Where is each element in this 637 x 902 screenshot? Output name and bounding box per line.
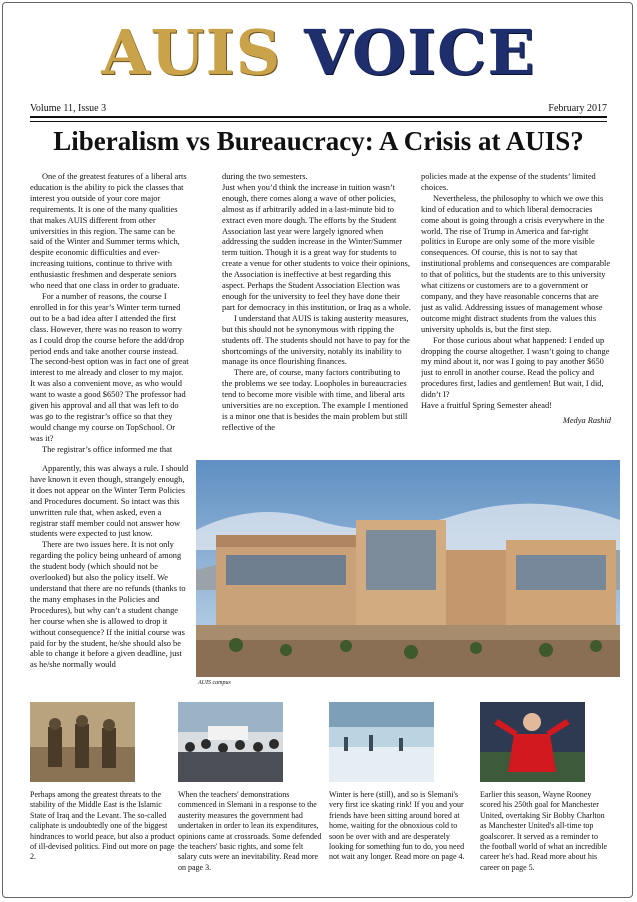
paragraph: For a number of reasons, the course I enrolled in for this year’s Winter term turned out to be a bad idea after I attended the first class. However, there was no reason to worry as I could drop the course before the add/drop period ends and take another course instead. The second-best option was in fact one of great interest to me already and closer to my major. It was also a convenient move, as who would want to waste a good $650? The professor had given his approval and all that was left to do was go to the registrar’s office so that they would change my course on TopSchool. Or was it? [30, 291, 189, 443]
teaser-text-3: Winter is here (still), and so is Slemani's very first ice skating rink! If you and your friends have been sitting around bored at home, waiting for the obnoxious cold to soon be over with and are desperately looking for something fun to do, you need not wait any longer. Read more on page 4. [329, 790, 465, 862]
article-column-2 [222, 172, 412, 455]
paragraph: Have a fruitful Spring Semester ahead! [421, 401, 552, 411]
campus-photo [196, 460, 620, 677]
paragraph: The registrar’s office informed me that [42, 444, 173, 454]
teaser-photo-4 [480, 702, 585, 782]
masthead-voice: VOICE [303, 16, 536, 89]
teaser-photo-2 [178, 702, 283, 782]
footballer-image [480, 702, 585, 782]
paragraph: Nevertheless, the philosophy to which we owe this kind of education and to which liberal democracies come about is going through a crisis everywhere in the world. The rise of Trump in America and far-right politics in Europe are only some of the more visible consequences. Of course, this is not to say that institutional problems and consequences are comparable to that of politics, but the students are to this university what citizens or customers are to a government or company, and they have reasonable concerns that are just as valid. Addressing issues of management whose outcome might distract students from the values this university upholds is, but the first step. [421, 193, 611, 334]
paragraph: during the two semesters. [222, 172, 308, 181]
teaser-photo-1 [30, 702, 135, 782]
teaser-photo-3 [329, 702, 434, 782]
article-column-3 [421, 172, 611, 455]
paragraph: There are two issues here. It is not only regarding the policy being unheard of among the student body (which should not be overlooked) but also the policy itself. We understand that there are no refunds (thanks to the many emphases in the Policies and Procedures), but why can’t a student change her course when she is allowed to drop it without consequence? If the initial course was paid for by the student, he/she should also be able to change it before a given deadline, just as he/she normally would [30, 540, 186, 670]
ice-rink-image [329, 702, 434, 782]
article-column-1b [30, 464, 190, 684]
masthead [0, 16, 637, 89]
campus-photo-image [196, 460, 620, 677]
teaser-text-2: When the teachers' demonstrations commenced in Slemani in a response to the austerity measures the government had undertaken in order to lean its expenditures, opinions came at crossroads. Some defended the teachers' basic rights, and some felt salary cuts were an inevitability. Read more on page 3. [178, 790, 322, 872]
issue-bar [30, 102, 607, 116]
article-column-1 [30, 172, 190, 456]
masthead-auis: AUIS [101, 16, 282, 89]
issue-volume: Volume 11, Issue 3 [30, 103, 107, 114]
paragraph: Just when you’d think the increase in tuition wasn’t enough, there comes along a wave of other policies, almost as if arbitrarily added in a last-minute bid to extract even more dough. The efforts by the Student Association last year were largely ignored when addressing the sudden increase in the Winter/Summer term tuition. Though it is a great way for students to create a venue for other students to voice their opinions, the Association is ineffective at best regarding this aspect. Perhaps the Student Association Election was enough for the university to feel they have done their part for democracy in this institution, or Iraq as a whole. [222, 182, 411, 312]
paragraph: One of the greatest features of a liberal arts education is the ability to pick the classes that interest you outside of your core major requirements. It is one of the many qualities that makes AUIS different from other universities in this region. The same can be said of the Winter and Summer terms which, despite economic difficulties and ever-increasing tuitions, continue to thrive with enthusiastic freshmen and desperate seniors who need that one class in order to graduate. [30, 172, 187, 291]
paragraph: Apparently, this was always a rule. I should have known it even though, strangely enough, it does not appear on the Winter Term Policies and Procedures document. So intact was this unwritten rule that, when asked, even a registrar staff member could not answer how students were expected to just know. [30, 464, 189, 539]
author-signature: Medya Rashid [562, 415, 611, 425]
soldiers-image [30, 702, 135, 782]
headline: Liberalism vs Bureaucracy: A Crisis at AUIS? [53, 126, 584, 156]
paragraph: For those curious about what happened: I ended up dropping the course altogether. I wasn’t going to change my mind about it, nor was I going to pay another $650 just to enroll in another course. Read the policy and procedures first, ladies and gentlemen! But wait, I did, didn’t I? [421, 335, 610, 400]
paragraph: There are, of course, many factors contributing to the problems we see today. Loopholes in bureaucracies tend to become more visible with time, and liberal arts universities are no exception. The example I mentioned is a minor one that is besides the main problem but still reflective of the [222, 368, 408, 432]
teaser-text-1: Perhaps among the greatest threats to the stability of the Middle East is the Islamic State of Iraq and the Levant. The so-called caliphate is undoubtedly one of the biggest hindrances to world peace, but also a product of ill-devised politics. Find out more on page 2. [30, 790, 175, 862]
demonstration-image [178, 702, 283, 782]
issue-date: February 2017 [548, 103, 607, 114]
teaser-text-4: Earlier this season, Wayne Rooney scored his 250th goal for Manchester United, overtaking Sir Bobby Charlton as Manchester United's all-time top goalscorer. It served as a reminder to the football world of what an incredible career he's had. Read more about his career on page 5. [480, 790, 608, 872]
paragraph: I understand that AUIS is taking austerity measures, but this should not be synonymous with ripping the students off. The students should not have to pay for the shortcomings of the university, notably its inability to manage its once flourishing finances. [222, 313, 410, 367]
paragraph: policies made at the expense of the students’ limited choices. [421, 172, 596, 192]
photo-caption: AUIS campus [198, 680, 231, 686]
